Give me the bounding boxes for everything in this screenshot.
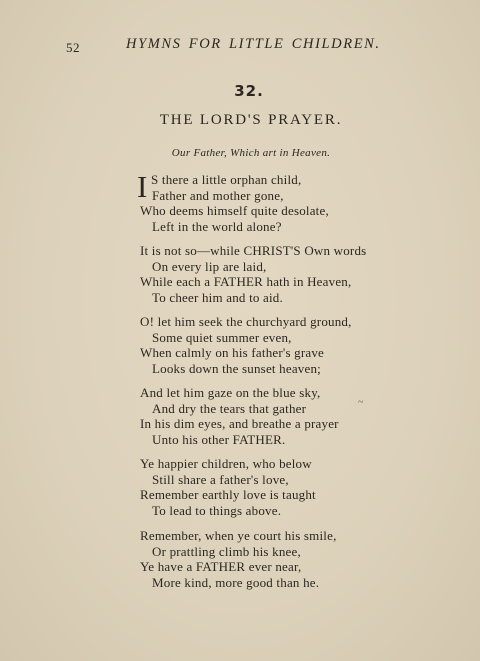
paper-blemish-mark: ~ xyxy=(358,397,364,408)
stanza-4 xyxy=(140,385,339,448)
stanza-1 xyxy=(137,169,329,235)
stanza-6 xyxy=(140,528,337,591)
verse-line: And dry the tears that gather xyxy=(152,400,307,416)
verse-line: Some quiet summer even, xyxy=(152,329,292,345)
verse-line: Remember earthly love is taught xyxy=(140,487,316,503)
stanza-5 xyxy=(140,456,316,519)
drop-cap: I xyxy=(137,169,148,204)
verse-line: Ye happier children, who below xyxy=(140,456,312,471)
running-title: HYMNS FOR LITTLE CHILDREN. xyxy=(126,36,381,52)
verse-line: Father and mother gone, xyxy=(152,187,284,203)
verse-line: Ye have a FATHER ever near, xyxy=(140,559,302,575)
verse-line: S there a little orphan child, xyxy=(151,172,302,187)
stanza-2 xyxy=(140,243,366,306)
verse-line: And let him gaze on the blue sky, xyxy=(140,385,321,400)
verse-line: When calmly on his father's grave xyxy=(140,345,325,361)
verse-line: Still share a father's love, xyxy=(152,471,289,487)
verse-line: It is not so—while CHRIST'S Own words xyxy=(140,243,367,258)
hymn-number: 32. xyxy=(234,82,264,100)
running-head xyxy=(0,36,480,56)
stanza-3 xyxy=(140,314,352,377)
verse-line: O! let him seek the churchyard ground, xyxy=(140,314,352,329)
verse-line: More kind, more good than he. xyxy=(152,575,320,591)
verse-line: On every lip are laid, xyxy=(152,258,267,274)
verse-line: Or prattling climb his knee, xyxy=(152,543,301,559)
verse-line: Unto his other FATHER. xyxy=(152,432,286,448)
verse-line: To cheer him and to aid. xyxy=(152,290,283,306)
verse-line: To lead to things above. xyxy=(152,503,282,519)
hymn-title: THE LORD'S PRAYER. xyxy=(159,112,343,128)
verse-line: Remember, when ye court his smile, xyxy=(140,528,337,543)
verse-line: Looks down the sunset heaven; xyxy=(152,361,321,377)
page-number: 52 xyxy=(66,40,80,55)
epigraph: Our Father, Which art in Heaven. xyxy=(171,147,331,159)
verse-line: In his dim eyes, and breathe a prayer xyxy=(140,416,339,432)
verse-line: Who deems himself quite desolate, xyxy=(140,203,329,219)
verse-line: While each a FATHER hath in Heaven, xyxy=(140,274,352,290)
verse-line: Left in the world alone? xyxy=(152,219,282,235)
